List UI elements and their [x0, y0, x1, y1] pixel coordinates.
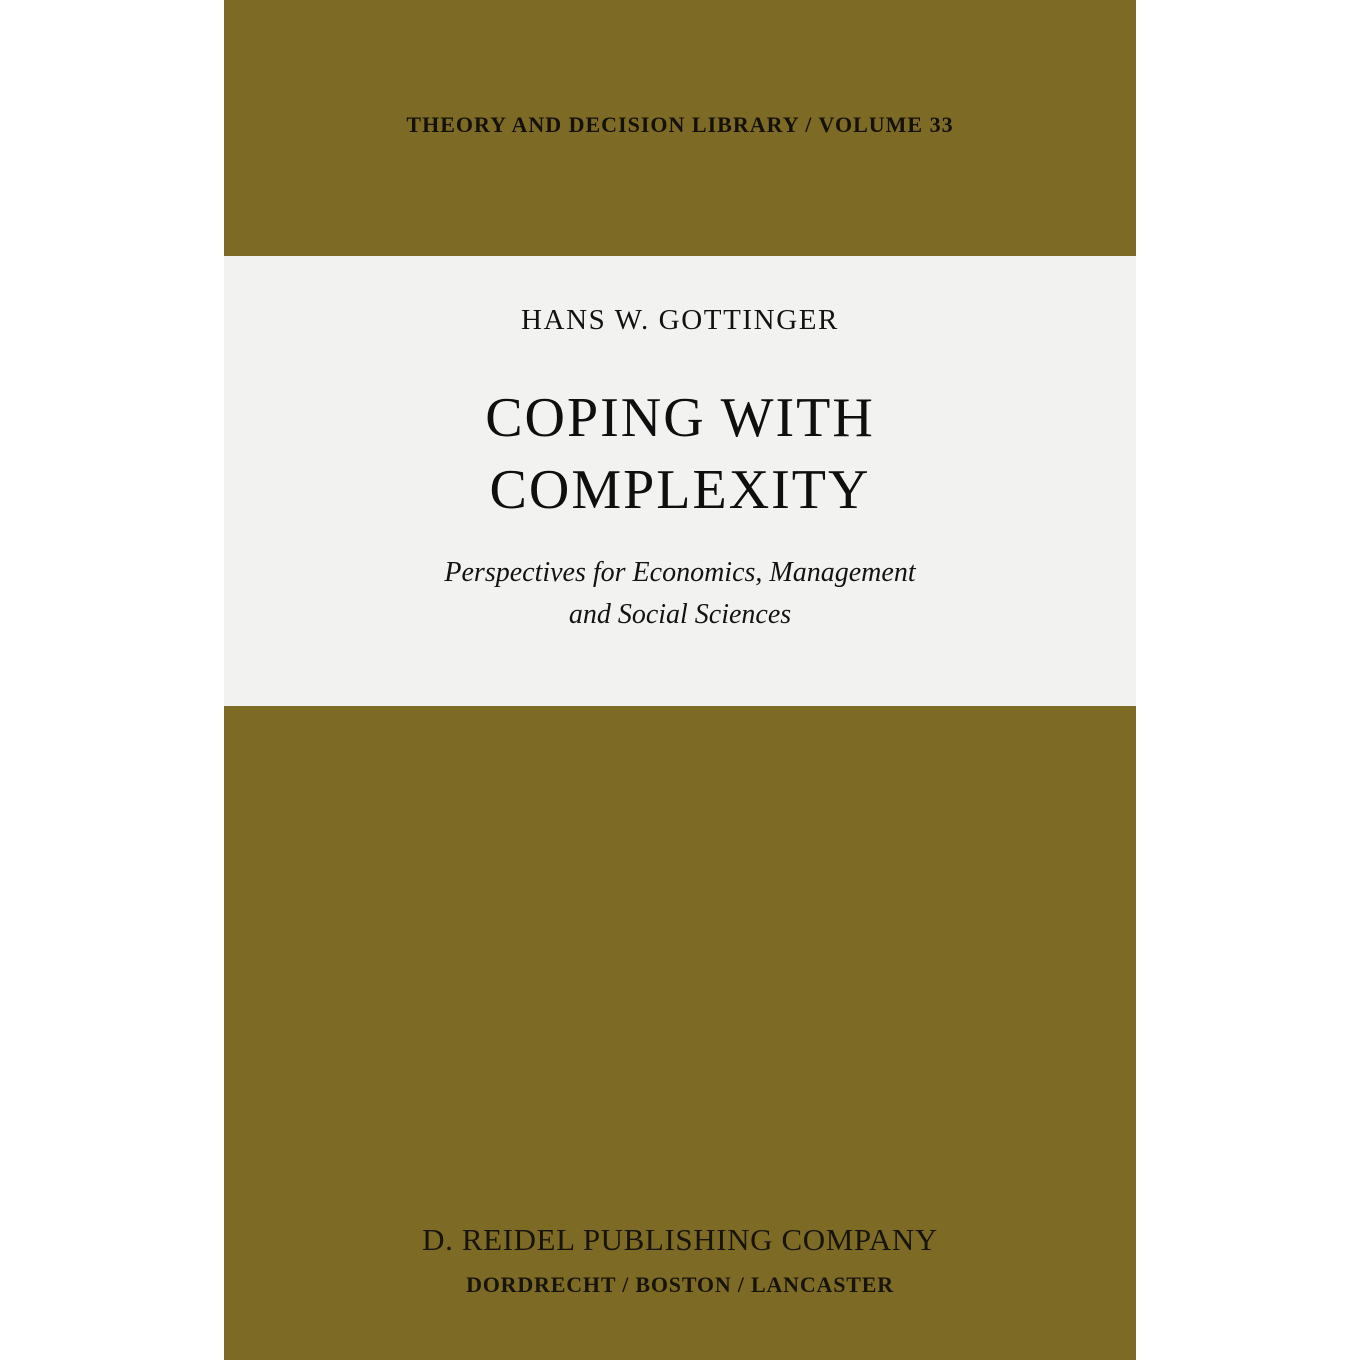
book-subtitle-line-1: Perspectives for Economics, Management [444, 557, 916, 589]
book-subtitle [224, 552, 1136, 636]
title-panel [224, 256, 1136, 706]
publisher-name: D. REIDEL PUBLISHING COMPANY [422, 1222, 938, 1257]
series-title: THEORY AND DECISION LIBRARY / VOLUME 33 [406, 112, 954, 137]
book-title [224, 383, 1136, 526]
series-band [224, 0, 1136, 256]
publisher-cities: DORDRECHT / BOSTON / LANCASTER [466, 1272, 894, 1297]
book-subtitle-line-2: and Social Sciences [568, 599, 792, 631]
publisher-block [224, 1222, 1136, 1298]
book-title-line-1: COPING WITH [485, 387, 875, 449]
book-title-line-2: COMPLEXITY [489, 458, 871, 521]
author-name: HANS W. GOTTINGER [520, 304, 839, 336]
book-cover [224, 0, 1136, 1360]
